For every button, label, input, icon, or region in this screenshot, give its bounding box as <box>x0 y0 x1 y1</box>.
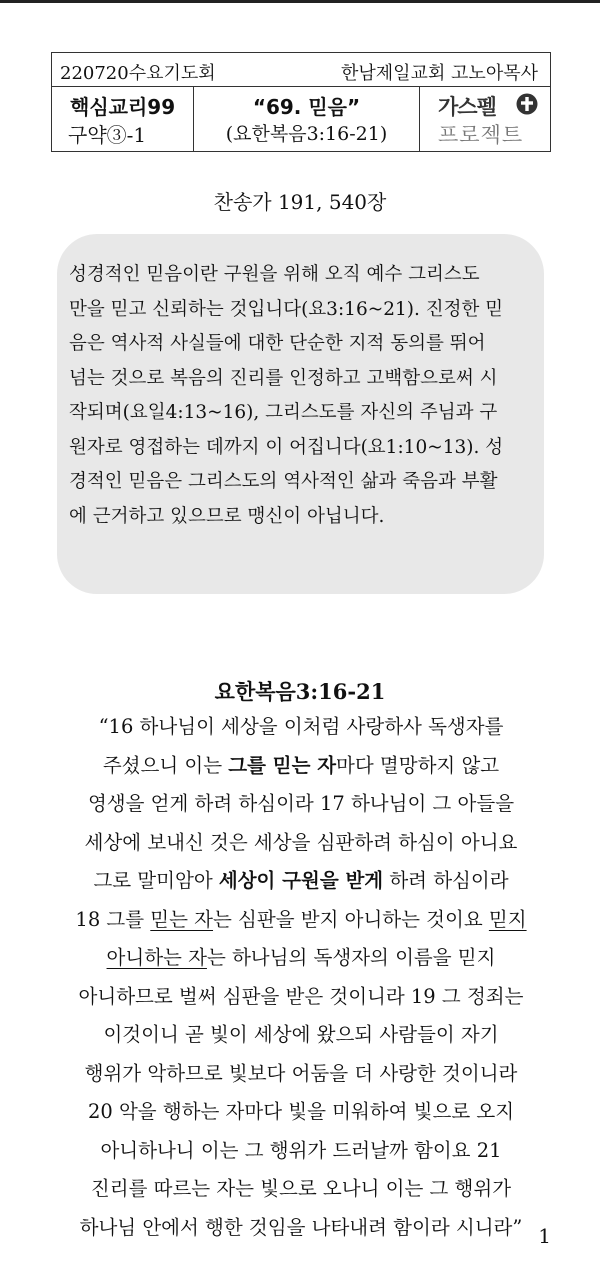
header-top-row <box>52 53 550 87</box>
church-pastor: 한남제일교회 고노아목사 <box>341 63 538 84</box>
passage-text: 주셨으니 이는 <box>102 753 229 777</box>
hymn-numbers: 찬송가 191, 540장 <box>213 190 387 214</box>
passage-line <box>40 747 562 786</box>
series-cell <box>52 87 194 151</box>
passage-line: 이것이니 곧 빛이 세상에 왔으되 사람들이 자기 <box>103 1023 499 1046</box>
header-table <box>51 52 551 152</box>
logo-text-top: 가스펠 <box>438 95 496 119</box>
passage-line: 하나님 안에서 행한 것임을 나타내려 함이라 시니라” <box>79 1215 523 1239</box>
summary-text: 성경적인 믿음이란 구원을 위해 오직 예수 그리스도 만을 믿고 신뢰하는 것입니다(요3:16~21). 진정한 믿 음은 역사적 사실들에 대한 단순한 지적 동의를 뛰어 넘는 것으로 복음의 진리를 인정하고 고백함으로써 시 작되며(요일4:13~16), 그리스도를 자신의 주님과 구 원자로 영접하는 데까지 이 어집니다(요1:10~13). 성 경적인 믿음은 그리스도의 역사적인 삶과 죽음과 부활 에 근거하고 있으므로 맹신이 아닙니다. <box>69 264 504 527</box>
emphasis-text: 세상이 구원을 받게 <box>218 869 384 892</box>
passage-line: 진리를 따르는 자는 빛으로 오나니 이는 그 행위가 <box>90 1177 512 1200</box>
passage-line: 행위가 악하므로 빛보다 어둠을 더 사랑한 것이니라 <box>84 1061 518 1085</box>
passage-line: 아니하므로 벌써 심판을 받은 것이니라 19 그 정죄는 <box>78 984 524 1008</box>
logo-text-bottom: 프로젝트 <box>438 123 524 147</box>
passage-text: 는 하나님의 독생자의 이름을 믿지 <box>206 946 496 969</box>
passage-text: 18 그를 <box>75 907 151 931</box>
underlined-text: 믿지 <box>488 907 527 931</box>
passage-line <box>40 901 562 940</box>
passage-text: 마다 멸망하지 않고 <box>336 753 500 777</box>
passage-line: “16 하나님이 세상을 이처럼 사랑하사 독생자를 <box>98 715 504 738</box>
scripture-passage <box>40 708 562 1247</box>
header-bottom-row <box>52 87 550 151</box>
lesson-reference: (요한복음3:16-21) <box>225 123 388 145</box>
passage-text: 하려 하심이라 <box>383 869 509 892</box>
top-rule <box>0 0 600 3</box>
passage-text: 는 심판을 받지 아니하는 것이요 <box>213 907 489 931</box>
series-title: 핵심교리99 <box>70 95 176 119</box>
lesson-title: “69. 믿음” <box>252 95 361 119</box>
summary-box <box>57 234 544 594</box>
logo-cell <box>420 87 552 151</box>
underlined-text: 믿는 자 <box>150 907 214 931</box>
series-subtitle: 구약③-1 <box>68 123 147 147</box>
underlined-text: 아니하는 자 <box>106 946 207 969</box>
passage-reference: 요한복음3:16-21 <box>214 679 386 704</box>
passage-line: 20 악을 행하는 자마다 빛을 미워하여 빛으로 오지 <box>87 1100 515 1123</box>
page-number: 1 <box>538 1224 551 1248</box>
passage-line <box>40 939 562 978</box>
title-cell <box>194 87 420 151</box>
date-event: 220720수요기도회 <box>60 63 216 84</box>
passage-line: 세상에 보내신 것은 세상을 심판하려 하심이 아니요 <box>84 830 518 854</box>
passage-line: 영생을 얻게 하려 하심이라 17 하나님이 그 아들을 <box>87 792 515 815</box>
passage-line <box>40 862 562 901</box>
emphasis-text: 그를 믿는 자 <box>228 753 337 777</box>
passage-text: 그로 말미암아 <box>93 869 219 892</box>
passage-line: 아니하나니 이는 그 행위가 드러날까 함이요 21 <box>100 1138 502 1162</box>
cross-circle-icon <box>516 93 538 115</box>
